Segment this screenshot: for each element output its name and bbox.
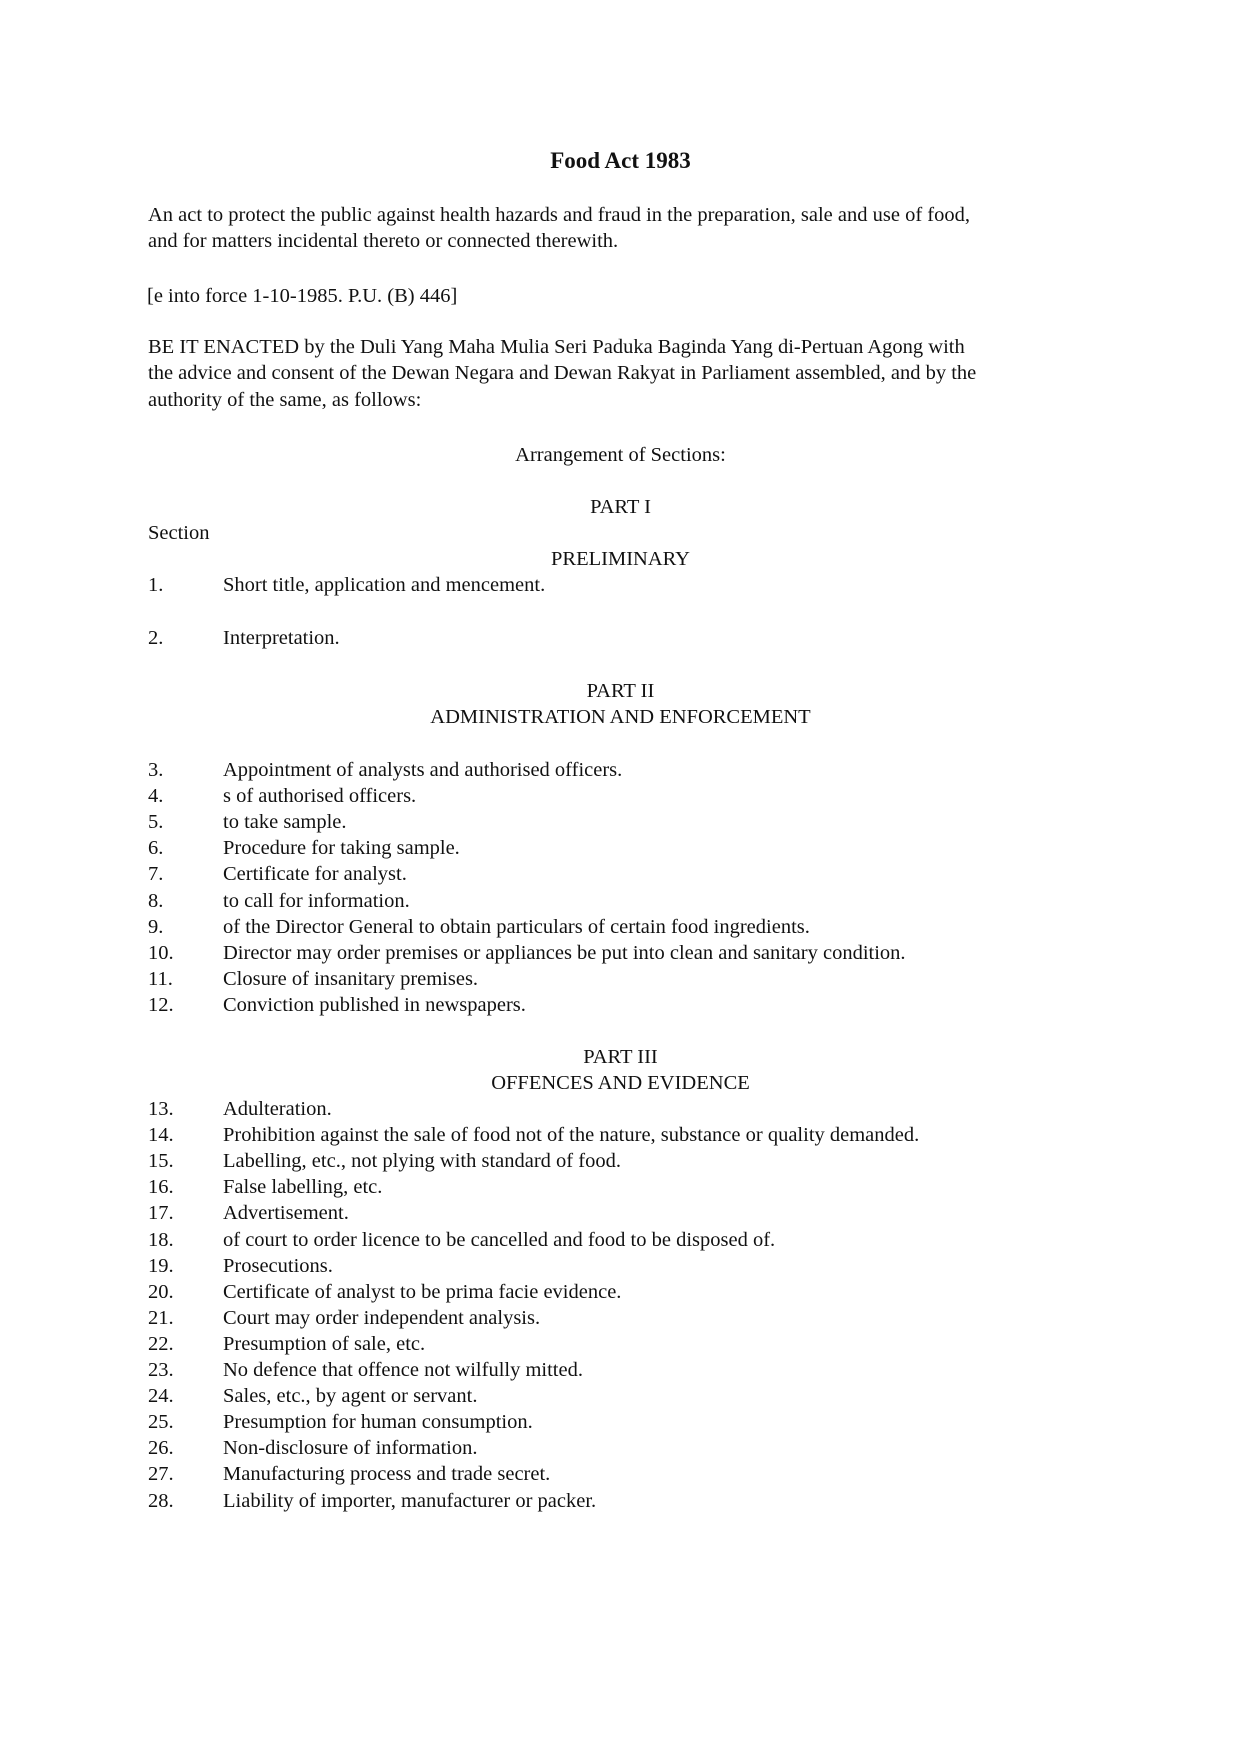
section-number: 4. (148, 785, 164, 808)
section-number: 26. (148, 1437, 174, 1460)
section-row (148, 1227, 775, 1253)
section-label: Section (148, 522, 210, 544)
section-row (148, 1279, 621, 1305)
section-row (148, 625, 340, 651)
part-name: PRELIMINARY (551, 548, 690, 570)
section-number: 27. (148, 1463, 174, 1486)
section-number: 13. (148, 1098, 174, 1120)
section-title: Short title, application and mencement. (223, 574, 546, 596)
section-title: Director may order premises or appliances be put into clean and sanitary condition. (223, 941, 906, 964)
section-row (148, 992, 526, 1018)
section-row (148, 1148, 621, 1174)
section-title: Procedure for taking sample. (223, 837, 460, 860)
section-title: Prohibition against the sale of food not of the nature, substance or quality demanded. (223, 1124, 920, 1147)
section-title: Labelling, etc., not plying with standard of food. (223, 1150, 621, 1173)
section-title: Advertisement. (223, 1202, 349, 1225)
section-title: Conviction published in newspapers. (223, 993, 526, 1016)
section-title: Interpretation. (223, 627, 340, 649)
section-number: 14. (148, 1124, 174, 1147)
document-title: Food Act 1983 (550, 148, 691, 173)
section-row (148, 783, 416, 809)
section-row (148, 1357, 583, 1383)
section-number: 10. (148, 941, 174, 964)
section-title: Non-disclosure of information. (223, 1437, 478, 1460)
section-title: Prosecutions. (223, 1254, 333, 1277)
section-number: 25. (148, 1411, 174, 1434)
section-title: No defence that offence not wilfully mitted. (223, 1359, 583, 1381)
intro-line: and for matters incidental thereto or connected therewith. (148, 230, 619, 253)
section-number: 24. (148, 1385, 174, 1408)
arrangement-heading: Arrangement of Sections: (515, 444, 726, 466)
part-name: ADMINISTRATION AND ENFORCEMENT (430, 706, 811, 728)
section-number: 8. (148, 889, 164, 912)
section-number: 16. (148, 1176, 174, 1199)
force-note: [e into force 1-10-1985. P.U. (B) 446] (147, 285, 458, 307)
section-row (148, 1305, 540, 1331)
section-row (148, 809, 347, 835)
section-row (148, 888, 410, 914)
section-number: 23. (148, 1359, 174, 1381)
part-heading: PART I (590, 496, 651, 518)
enactment-paragraph (148, 334, 1108, 413)
section-title: of the Director General to obtain particulars of certain food ingredients. (223, 915, 810, 938)
section-row (148, 1253, 333, 1279)
section-number: 18. (148, 1228, 174, 1251)
section-number: 12. (148, 993, 174, 1016)
section-title: Presumption of sale, etc. (223, 1332, 426, 1355)
section-row (148, 572, 545, 598)
section-row (148, 1122, 919, 1148)
section-row (148, 1096, 332, 1122)
part-heading: PART II (586, 680, 655, 702)
section-row (148, 1409, 533, 1435)
enactment-line: BE IT ENACTED by the Duli Yang Maha Mulia Seri Paduka Baginda Yang di-Pertuan Agong with (148, 336, 965, 358)
section-title: False labelling, etc. (223, 1176, 383, 1199)
part-heading: PART III (583, 1046, 658, 1068)
section-title: to take sample. (223, 811, 347, 834)
section-title: Court may order independent analysis. (223, 1306, 541, 1329)
intro-line: An act to protect the public against health hazards and fraud in the preparation, sale and use of food, (148, 204, 970, 226)
section-number: 6. (148, 837, 164, 860)
section-number: 7. (148, 863, 164, 886)
section-number: 15. (148, 1150, 174, 1173)
section-title: Manufacturing process and trade secret. (223, 1463, 551, 1486)
enactment-line: the advice and consent of the Dewan Negara and Dewan Rakyat in Parliament assembled, and by the (148, 362, 977, 385)
section-number: 22. (148, 1332, 174, 1355)
section-number: 1. (148, 574, 164, 596)
section-row (148, 1200, 349, 1226)
enactment-line: authority of the same, as follows: (148, 388, 422, 411)
section-title: Certificate of analyst to be prima facie evidence. (223, 1280, 622, 1303)
section-number: 9. (148, 915, 164, 938)
part-name: OFFENCES AND EVIDENCE (491, 1072, 750, 1094)
intro-paragraph (148, 202, 1108, 255)
section-title: Sales, etc., by agent or servant. (223, 1385, 478, 1408)
section-number: 28. (148, 1489, 174, 1512)
section-number: 17. (148, 1202, 174, 1225)
section-row (148, 1488, 596, 1514)
section-number: 5. (148, 811, 164, 834)
section-title: Liability of importer, manufacturer or packer. (223, 1489, 597, 1512)
section-title: Adulteration. (223, 1098, 332, 1120)
section-row (148, 1435, 478, 1461)
section-title: Presumption for human consumption. (223, 1411, 533, 1434)
section-title: s of authorised officers. (223, 785, 417, 808)
section-row (148, 861, 407, 887)
section-row (148, 835, 460, 861)
section-title: Closure of insanitary premises. (223, 967, 479, 990)
section-row (148, 1383, 477, 1409)
section-row (148, 966, 478, 992)
section-row (148, 1174, 382, 1200)
section-row (148, 940, 906, 966)
section-row (148, 757, 622, 783)
section-title: to call for information. (223, 889, 410, 912)
section-title: Appointment of analysts and authorised officers. (223, 759, 623, 781)
section-row (148, 914, 810, 940)
section-number: 20. (148, 1280, 174, 1303)
section-number: 19. (148, 1254, 174, 1277)
section-title: of court to order licence to be cancelled and food to be disposed of. (223, 1228, 776, 1251)
section-number: 21. (148, 1306, 174, 1329)
section-number: 11. (148, 967, 173, 990)
section-row (148, 1331, 425, 1357)
section-number: 2. (148, 627, 164, 649)
section-row (148, 1461, 550, 1487)
section-title: Certificate for analyst. (223, 863, 407, 886)
section-number: 3. (148, 759, 164, 781)
